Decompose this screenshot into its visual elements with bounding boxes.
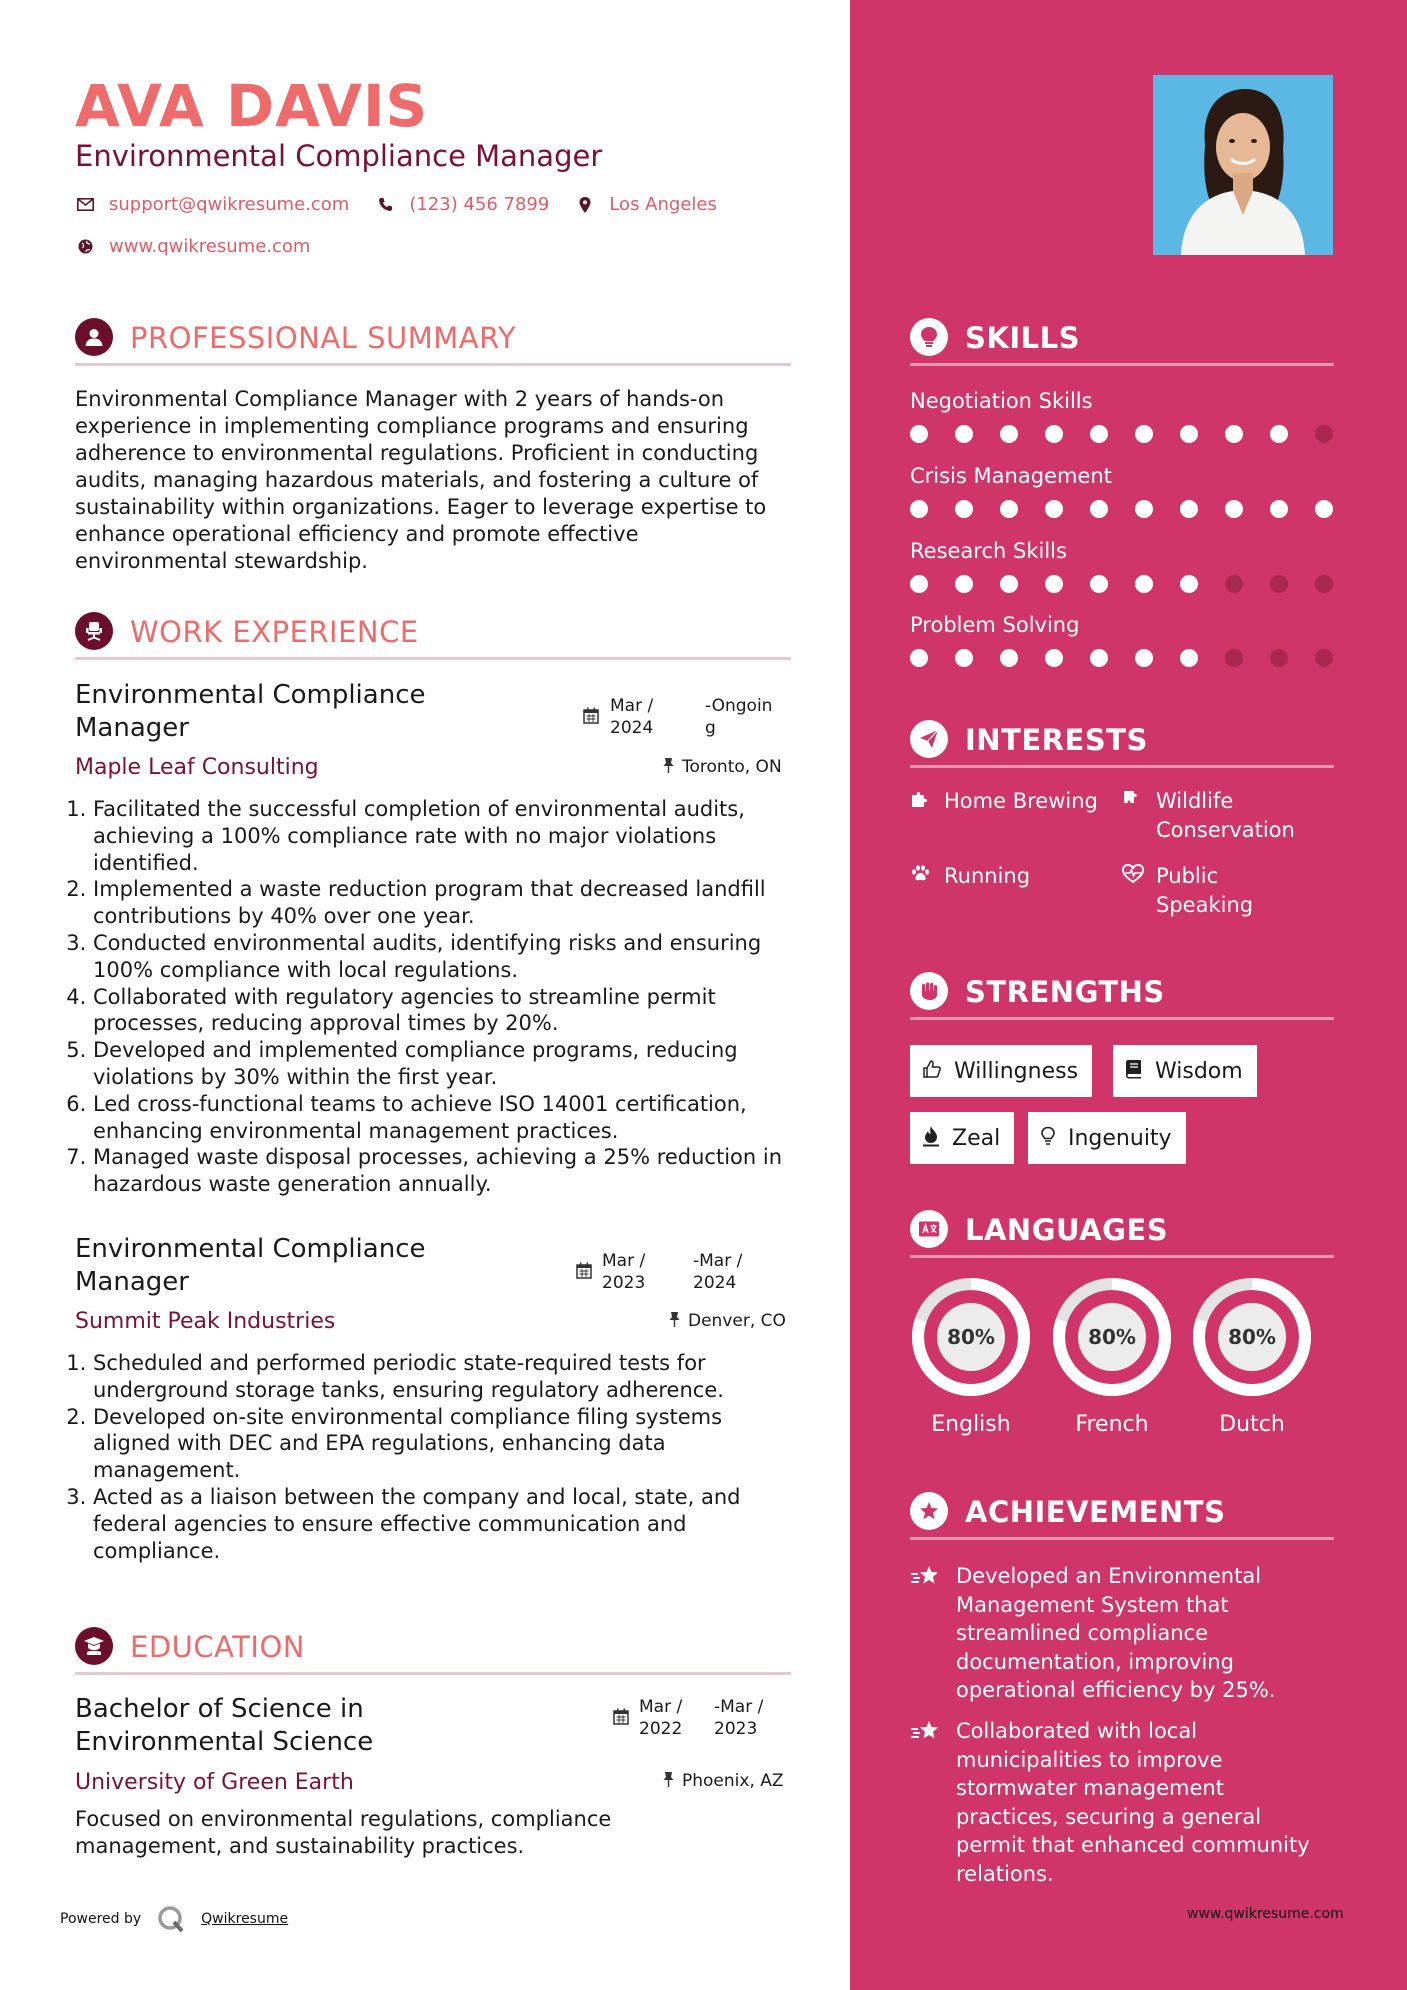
pushpin-icon <box>669 1312 680 1331</box>
language-name: Dutch <box>1219 1412 1285 1437</box>
rating-dot-filled <box>1135 500 1153 518</box>
summary-text: Environmental Compliance Manager with 2 years of hands-on experience in implementing compliance programs and ensuring adherence to environmental regulations. Proficient in conducting audits, managing hazardous materials, and fostering a culture of sustainability within organizations. Eager to leverage expertise to enhance operational efficiency and promote effective environmental stewardship. <box>75 387 767 573</box>
achievements-heading <box>910 1492 1334 1540</box>
degree-line2: Environmental Science <box>75 1727 374 1757</box>
rating-dot-filled <box>1135 425 1153 443</box>
language-percent: 80% <box>1088 1325 1136 1349</box>
summary-title: PROFESSIONAL SUMMARY <box>130 321 517 355</box>
candidate-title: Environmental Compliance Manager <box>75 139 603 173</box>
rating-dot-empty <box>1315 575 1333 593</box>
office-chair-icon <box>75 612 113 650</box>
education-end-date: -Mar / 2023 <box>714 1697 764 1739</box>
rating-dot-empty <box>1270 649 1288 667</box>
rating-dot-filled <box>1180 575 1198 593</box>
rating-dot-filled <box>1090 500 1108 518</box>
language-name: French <box>1075 1412 1149 1437</box>
language-proficiency-ring <box>1191 1276 1313 1398</box>
language-percent: 80% <box>1228 1325 1276 1349</box>
list-item: 3. Acted as a liaison between the company and local, state, and federal agencies to ensure effective communication and compliance. <box>93 1484 798 1564</box>
rating-dot-filled <box>910 500 928 518</box>
globe-icon <box>75 239 95 254</box>
rating-dot-filled <box>1315 500 1333 518</box>
language-icon <box>910 1210 948 1248</box>
interest-item: Public Speaking <box>1122 862 1253 920</box>
language-proficiency-ring <box>910 1276 1032 1398</box>
raised-fist-icon <box>910 972 948 1010</box>
calendar-icon <box>583 707 599 728</box>
languages-heading <box>910 1210 1334 1258</box>
skill-rating <box>910 500 1360 518</box>
job-2-role-line1: Environmental Compliance <box>75 1234 426 1264</box>
strengths-title: STRENGTHS <box>965 975 1165 1009</box>
rating-dot-empty <box>1225 575 1243 593</box>
job-1-role <box>75 679 495 745</box>
rating-dot-filled <box>1135 649 1153 667</box>
thumbs-up-icon <box>922 1059 942 1084</box>
rating-dot-filled <box>955 649 973 667</box>
interest-item: Running <box>910 862 1030 893</box>
rating-dot-empty <box>1315 425 1333 443</box>
skill-name: Problem Solving <box>910 613 1080 637</box>
list-item: 4. Collaborated with regulatory agencies to streamline permit processes, reducing approval times by 20%. <box>93 984 798 1038</box>
job-2-role-line2: Manager <box>75 1267 189 1297</box>
job-1-role-line2: Manager <box>75 713 189 743</box>
rating-dot-filled <box>1045 425 1063 443</box>
qwikresume-link[interactable]: Qwikresume <box>201 1911 289 1927</box>
achievements-title: ACHIEVEMENTS <box>965 1495 1226 1529</box>
rating-dot-filled <box>1000 649 1018 667</box>
lightbulb-icon <box>910 318 948 356</box>
strength-chip: Wisdom <box>1113 1045 1257 1097</box>
rating-dot-filled <box>955 575 973 593</box>
rating-dot-empty <box>1315 649 1333 667</box>
degree-line1: Bachelor of Science in <box>75 1694 364 1724</box>
location-pin-icon <box>575 197 595 213</box>
list-item: 6. Led cross-functional teams to achieve ISO 14001 certification, enhancing environmental management practices. <box>93 1091 798 1145</box>
skill-name: Crisis Management <box>910 464 1112 488</box>
rating-dot-empty <box>1270 575 1288 593</box>
rating-dot-filled <box>1225 425 1243 443</box>
email-link[interactable]: support@qwikresume.com <box>109 194 350 215</box>
list-item: 1. Facilitated the successful completion of environmental audits, achieving a 100% compliance rate with no major violations identified. <box>93 796 798 876</box>
school-name: University of Green Earth <box>75 1770 354 1795</box>
website-link[interactable]: www.qwikresume.com <box>109 236 311 257</box>
qwikresume-logo-icon <box>157 1905 185 1933</box>
powered-by: Powered by Qwikresume <box>60 1905 288 1933</box>
profile-photo <box>1153 75 1333 255</box>
rating-dot-filled <box>1000 575 1018 593</box>
rating-dot-empty <box>1225 649 1243 667</box>
experience-heading <box>75 612 791 660</box>
education-start-date: Mar / 2022 <box>639 1697 683 1739</box>
shooting-star-icon <box>910 1562 956 1705</box>
skill-rating <box>910 649 1360 667</box>
rating-dot-filled <box>1090 575 1108 593</box>
footer-website[interactable]: www.qwikresume.com <box>1187 1906 1344 1922</box>
shooting-star-icon <box>910 1717 956 1888</box>
puzzle-icon <box>1122 787 1156 845</box>
skill-rating <box>910 575 1360 593</box>
skill-name: Negotiation Skills <box>910 389 1093 413</box>
achievement-item: Developed an Environmental Management System that streamlined compliance documentation, improving operational efficiency by 25%. <box>910 1562 1330 1705</box>
sidebar <box>850 0 1407 1990</box>
job-2-company: Summit Peak Industries <box>75 1309 336 1334</box>
languages-title: LANGUAGES <box>965 1213 1169 1247</box>
rating-dot-filled <box>1270 500 1288 518</box>
pushpin-icon <box>663 1772 674 1791</box>
rating-dot-filled <box>1225 500 1243 518</box>
rating-dot-filled <box>1045 500 1063 518</box>
skill-name: Research Skills <box>910 539 1067 563</box>
rating-dot-filled <box>1180 500 1198 518</box>
achievement-item: Collaborated with local municipalities to improve stormwater management practices, securing a general permit that enhanced community relations. <box>910 1717 1330 1888</box>
book-icon <box>1125 1059 1143 1084</box>
rating-dot-filled <box>1000 500 1018 518</box>
rating-dot-filled <box>910 425 928 443</box>
rating-dot-filled <box>1180 425 1198 443</box>
strength-chip: Willingness <box>910 1045 1092 1097</box>
location-text: Los Angeles <box>609 194 717 215</box>
list-item: 3. Conducted environmental audits, identifying risks and ensuring 100% compliance with local regulations. <box>93 930 798 984</box>
list-item: 2. Developed on-site environmental compliance filing systems aligned with DEC and EPA regulations, enhancing data management. <box>93 1404 798 1484</box>
phone-number: (123) 456 7899 <box>409 194 550 215</box>
job-2-location: Denver, CO <box>669 1311 786 1331</box>
rating-dot-filled <box>1000 425 1018 443</box>
list-item: 7. Managed waste disposal processes, achieving a 25% reduction in hazardous waste generation annually. <box>93 1144 798 1198</box>
rating-dot-filled <box>1090 425 1108 443</box>
skills-title: SKILLS <box>965 321 1080 355</box>
strengths-heading <box>910 972 1334 1020</box>
summary-heading <box>75 318 791 366</box>
education-location: Phoenix, AZ <box>663 1771 784 1791</box>
rating-dot-filled <box>1045 575 1063 593</box>
interest-item: Home Brewing <box>910 787 1098 818</box>
job-1-bullets <box>68 796 798 1198</box>
language-percent: 80% <box>947 1325 995 1349</box>
job-2-end-date: -Mar / 2024 <box>693 1251 743 1293</box>
contact-row <box>75 194 743 215</box>
fire-icon <box>922 1125 940 1152</box>
strength-chip: Zeal <box>910 1112 1014 1164</box>
interests-heading <box>910 720 1334 768</box>
rating-dot-filled <box>910 649 928 667</box>
education-description: Focused on environmental regulations, compliance management, and sustainability practices. <box>75 1807 612 1858</box>
list-item: 1. Scheduled and performed periodic state-required tests for underground storage tanks, ensuring regulatory adherence. <box>93 1350 798 1404</box>
job-2-start-date: Mar / 2023 <box>602 1251 646 1293</box>
rating-dot-filled <box>1270 425 1288 443</box>
list-item: 2. Implemented a waste reduction program that decreased landfill contributions by 40% over one year. <box>93 876 798 930</box>
rating-dot-filled <box>1180 649 1198 667</box>
star-badge-icon <box>910 1492 948 1530</box>
interest-item: Wildlife Conservation <box>1122 787 1295 845</box>
language-name: English <box>931 1412 1011 1437</box>
pushpin-icon <box>663 758 674 777</box>
graduate-icon <box>75 1627 113 1665</box>
envelope-icon <box>75 198 95 211</box>
education-heading <box>75 1627 791 1675</box>
skills-heading <box>910 318 1334 366</box>
rating-dot-filled <box>1045 649 1063 667</box>
experience-title: WORK EXPERIENCE <box>130 615 419 649</box>
strength-chip: Ingenuity <box>1028 1112 1186 1164</box>
lightbulb-icon <box>1040 1126 1056 1151</box>
job-2-bullets <box>68 1350 798 1564</box>
job-1-end-date: -Ongoin g <box>705 696 773 738</box>
job-2-role <box>75 1233 495 1299</box>
rating-dot-filled <box>955 425 973 443</box>
user-icon <box>75 318 113 356</box>
job-1-start-date: Mar / 2024 <box>610 696 654 738</box>
puzzle-icon <box>910 787 944 818</box>
candidate-name: AVA DAVIS <box>75 72 429 140</box>
phone-icon <box>375 197 395 212</box>
rating-dot-filled <box>910 575 928 593</box>
job-1-role-line1: Environmental Compliance <box>75 680 426 710</box>
job-1-company: Maple Leaf Consulting <box>75 755 319 780</box>
calendar-icon <box>576 1262 592 1283</box>
rating-dot-filled <box>955 500 973 518</box>
website-row <box>75 236 336 257</box>
paw-icon <box>910 862 944 893</box>
calendar-icon <box>613 1708 629 1729</box>
rating-dot-filled <box>1090 649 1108 667</box>
interests-title: INTERESTS <box>965 723 1148 757</box>
education-title: EDUCATION <box>130 1630 306 1664</box>
rating-dot-filled <box>1135 575 1153 593</box>
heartbeat-icon <box>1122 862 1156 920</box>
skill-rating <box>910 425 1360 443</box>
paper-plane-icon <box>910 720 948 758</box>
degree <box>75 1693 495 1759</box>
language-proficiency-ring <box>1051 1276 1173 1398</box>
list-item: 5. Developed and implemented compliance programs, reducing violations by 30% within the first year. <box>93 1037 798 1091</box>
job-1-location: Toronto, ON <box>663 757 782 777</box>
